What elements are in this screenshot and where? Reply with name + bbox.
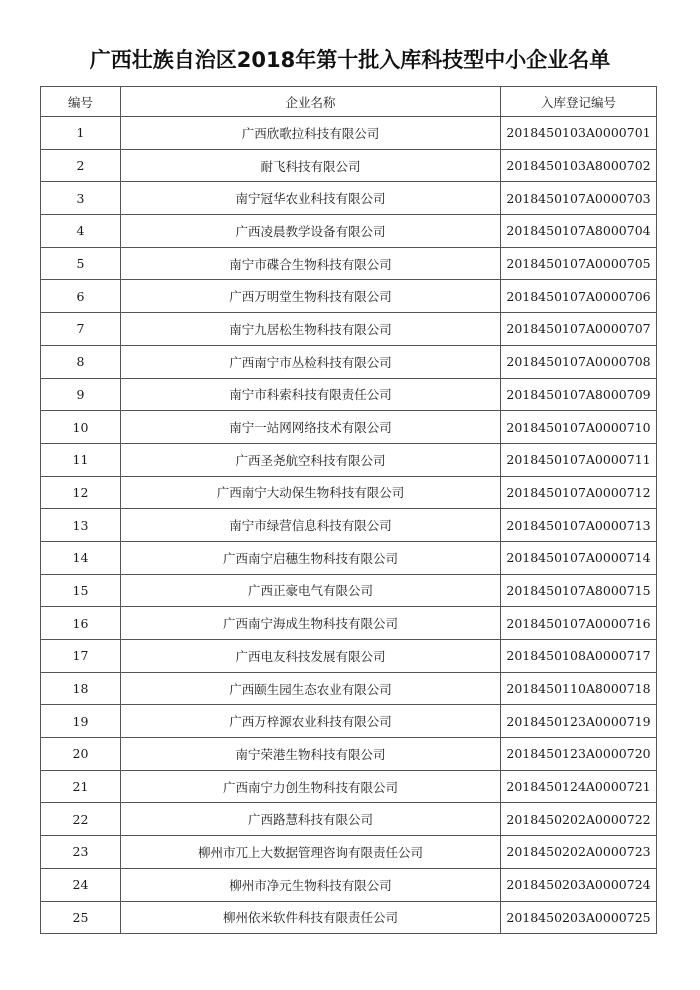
cell-registration-number: 2018450107A0000711 [501,443,657,476]
header-number: 编号 [41,87,121,117]
cell-number: 9 [41,378,121,411]
cell-company-name: 南宁荣港生物科技有限公司 [121,738,501,771]
header-registration-number: 入库登记编号 [501,87,657,117]
cell-registration-number: 2018450107A0000706 [501,280,657,313]
cell-company-name: 南宁市科索科技有限责任公司 [121,378,501,411]
cell-number: 10 [41,411,121,444]
table-row [41,705,657,738]
cell-number: 19 [41,705,121,738]
cell-number: 22 [41,803,121,836]
cell-number: 12 [41,476,121,509]
table-row [41,541,657,574]
cell-registration-number: 2018450107A0000708 [501,345,657,378]
cell-number: 7 [41,313,121,346]
table-row [41,770,657,803]
cell-registration-number: 2018450202A0000722 [501,803,657,836]
cell-registration-number: 2018450107A8000709 [501,378,657,411]
cell-company-name: 广西南宁启穗生物科技有限公司 [121,541,501,574]
cell-company-name: 广西圣尧航空科技有限公司 [121,443,501,476]
cell-registration-number: 2018450107A0000714 [501,541,657,574]
cell-number: 1 [41,117,121,150]
cell-number: 11 [41,443,121,476]
table-row [41,345,657,378]
cell-company-name: 广西万明堂生物科技有限公司 [121,280,501,313]
cell-number: 21 [41,770,121,803]
cell-registration-number: 2018450107A0000713 [501,509,657,542]
cell-registration-number: 2018450103A0000701 [501,117,657,150]
cell-number: 8 [41,345,121,378]
cell-company-name: 广西凌晨教学设备有限公司 [121,215,501,248]
cell-number: 17 [41,640,121,673]
cell-registration-number: 2018450107A0000705 [501,247,657,280]
cell-registration-number: 2018450107A8000704 [501,215,657,248]
table-row [41,117,657,150]
cell-number: 23 [41,836,121,869]
cell-number: 2 [41,149,121,182]
table-row [41,280,657,313]
cell-company-name: 耐飞科技有限公司 [121,149,501,182]
header-company-name: 企业名称 [121,87,501,117]
cell-company-name: 南宁九居松生物科技有限公司 [121,313,501,346]
table-row [41,901,657,934]
cell-registration-number: 2018450108A0000717 [501,640,657,673]
cell-company-name: 广西南宁市丛检科技有限公司 [121,345,501,378]
cell-registration-number: 2018450202A0000723 [501,836,657,869]
table-row [41,672,657,705]
cell-registration-number: 2018450107A0000712 [501,476,657,509]
cell-registration-number: 2018450123A0000720 [501,738,657,771]
cell-company-name: 广西电友科技发展有限公司 [121,640,501,673]
cell-company-name: 广西南宁力创生物科技有限公司 [121,770,501,803]
cell-registration-number: 2018450107A0000710 [501,411,657,444]
cell-company-name: 广西颐生园生态农业有限公司 [121,672,501,705]
table-row [41,738,657,771]
table-row [41,476,657,509]
cell-registration-number: 2018450124A0000721 [501,770,657,803]
cell-number: 4 [41,215,121,248]
cell-number: 16 [41,607,121,640]
page-title: 广西壮族自治区2018年第十批入库科技型中小企业名单 [89,48,611,72]
table-row [41,868,657,901]
table-row [41,215,657,248]
cell-registration-number: 2018450203A0000724 [501,868,657,901]
table-row [41,607,657,640]
cell-company-name: 广西南宁大动保生物科技有限公司 [121,476,501,509]
table-row [41,443,657,476]
cell-company-name: 南宁冠华农业科技有限公司 [121,182,501,215]
cell-registration-number: 2018450123A0000719 [501,705,657,738]
table-row [41,803,657,836]
table-row [41,640,657,673]
table-row [41,149,657,182]
cell-company-name: 柳州市兀上大数据管理咨询有限责任公司 [121,836,501,869]
cell-company-name: 广西路慧科技有限公司 [121,803,501,836]
cell-company-name: 广西万梓源农业科技有限公司 [121,705,501,738]
cell-company-name: 南宁市绿营信息科技有限公司 [121,509,501,542]
table-row [41,182,657,215]
cell-registration-number: 2018450110A8000718 [501,672,657,705]
cell-company-name: 柳州市净元生物科技有限公司 [121,868,501,901]
cell-number: 25 [41,901,121,934]
cell-registration-number: 2018450107A0000703 [501,182,657,215]
cell-number: 15 [41,574,121,607]
cell-company-name: 广西欣歌拉科技有限公司 [121,117,501,150]
cell-number: 5 [41,247,121,280]
cell-company-name: 广西正豪电气有限公司 [121,574,501,607]
cell-number: 20 [41,738,121,771]
table-row [41,509,657,542]
table-header-row [41,87,657,117]
cell-company-name: 南宁市碟合生物科技有限公司 [121,247,501,280]
table-row [41,411,657,444]
table-row [41,836,657,869]
cell-registration-number: 2018450107A0000716 [501,607,657,640]
cell-company-name: 广西南宁海成生物科技有限公司 [121,607,501,640]
cell-number: 6 [41,280,121,313]
cell-registration-number: 2018450103A8000702 [501,149,657,182]
cell-company-name: 柳州依米软件科技有限责任公司 [121,901,501,934]
table-row [41,574,657,607]
enterprise-table [40,86,657,934]
cell-number: 18 [41,672,121,705]
table-row [41,378,657,411]
cell-number: 24 [41,868,121,901]
cell-company-name: 南宁一站网网络技术有限公司 [121,411,501,444]
cell-number: 13 [41,509,121,542]
table-row [41,313,657,346]
table-row [41,247,657,280]
cell-registration-number: 2018450107A0000707 [501,313,657,346]
cell-number: 14 [41,541,121,574]
cell-number: 3 [41,182,121,215]
cell-registration-number: 2018450107A8000715 [501,574,657,607]
cell-registration-number: 2018450203A0000725 [501,901,657,934]
